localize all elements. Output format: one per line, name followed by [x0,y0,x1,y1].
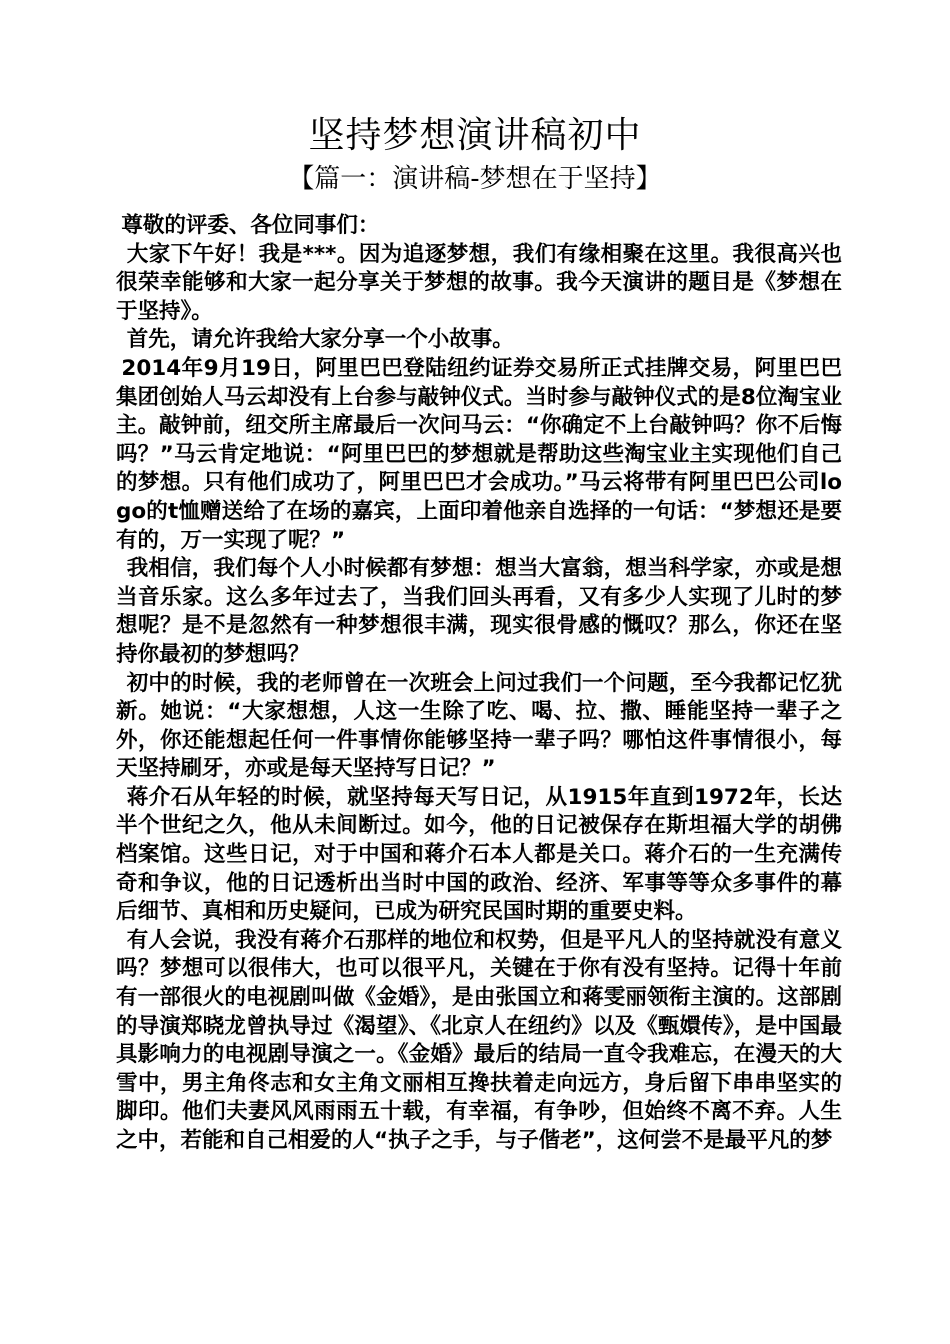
body-paragraph: 蒋介石从年轻的时候，就坚持每天写日记，从1915年直到1972年，长达半个世纪之久，他从未间断过。如今，他的日记被保存在斯坦福大学的胡佛档案馆。这些日记，对于中国和蒋介石本人都是关口。蒋介石的一生充满传奇和争议，他的日记透析出当时中国的政治、经济、军事等等众多事件的幕后细节、真相和历史疑问，已成为研究民国时期的重要史料。 [116,784,842,925]
body-paragraph: 初中的时候，我的老师曾在一次班会上问过我们一个问题，至今我都记忆犹新。她说：“大家想想，人这一生除了吃、喝、拉、撒、睡能坚持一辈子之外，你还能想起任何一件事情你能够坚持一辈子吗？哪怕这件事情很小，每天坚持刷牙，亦或是每天坚持写日记？” [116,670,842,782]
document-title: 坚持梦想演讲稿初中 [308,115,642,156]
body-paragraph: 2014年9月19日，阿里巴巴登陆纽约证券交易所正式挂牌交易，阿里巴巴集团创始人马云却没有上台参与敲钟仪式。当时参与敲钟仪式的是8位淘宝业主。敲钟前，纽交所主席最后一次问马云：“你确定不上台敲钟吗？你不后悔吗？”马云肯定地说：“阿里巴巴的梦想就是帮助这些淘宝业主实现他们自己的梦想。只有他们成功了，阿里巴巴才会成功。”马云将带有阿里巴巴公司logo的t恤赠送给了在场的嘉宾，上面印着他亲自选择的一句话：“梦想还是要有的，万一实现了呢？” [116,355,842,553]
body-paragraph: 大家下午好！我是***。因为追逐梦想，我们有缘相聚在这里。我很高兴也很荣幸能够和大家一起分享关于梦想的故事。我今天演讲的题目是《梦想在于坚持》。 [116,241,842,324]
document-body [116,212,842,1156]
document-subtitle: 【篇一：演讲稿-梦想在于坚持】 [288,164,662,194]
salutation-paragraph: 尊敬的评委、各位同事们： [121,213,380,238]
body-paragraph: 我相信，我们每个人小时候都有梦想：想当大富翁，想当科学家，亦或是想当音乐家。这么多年过去了，当我们回头再看，又有多少人实现了儿时的梦想呢？是不是忽然有一种梦想很丰满，现实很骨感的慨叹？那么，你还在坚持你最初的梦想吗？ [116,556,842,667]
body-paragraph: 首先，请允许我给大家分享一个小故事。 [126,327,514,353]
body-paragraph: 有人会说，我没有蒋介石那样的地位和权势，但是平凡人的坚持就没有意义吗？梦想可以很伟大，也可以很平凡，关键在于你有没有坚持。记得十年前有一部很火的电视剧叫做《金婚》，是由张国立和蒋雯丽领衔主演的。这部剧的导演郑晓龙曾执导过《渴望》、《北京人在纽约》以及《甄嬛传》，是中国最具影响力的电视剧导演之一。《金婚》最后的结局一直令我难忘，在漫天的大雪中，男主角佟志和女主角文丽相互搀扶着走向远方，身后留下串串坚实的脚印。他们夫妻风风雨雨五十载，有幸福，有争吵，但始终不离不弃。人生之中，若能和自己相爱的人“执子之手，与子偕老”，这何尝不是最平凡的梦 [116,927,842,1153]
